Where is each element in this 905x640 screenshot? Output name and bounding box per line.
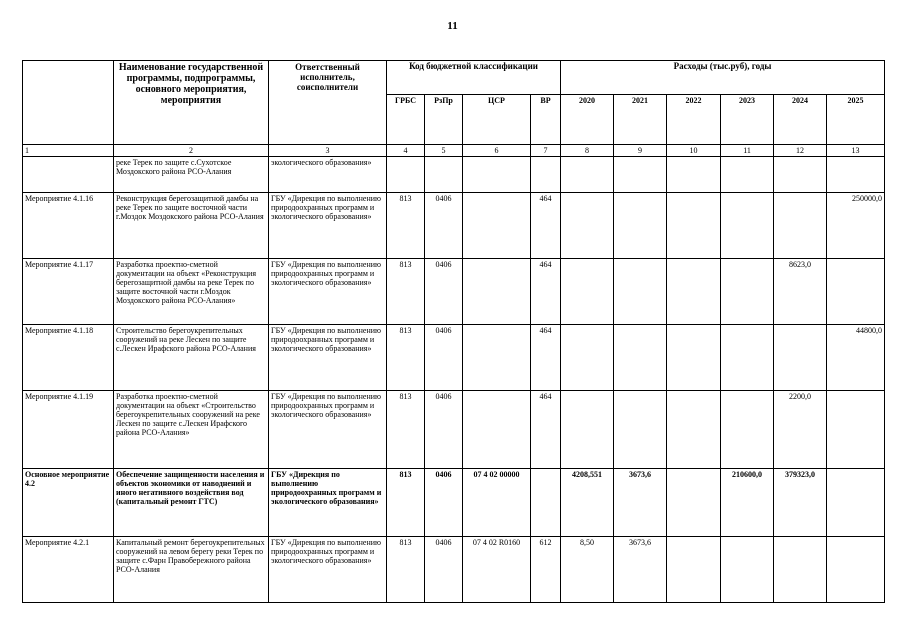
header-code-vr: ВР bbox=[531, 95, 561, 145]
row-grbs: 813 bbox=[387, 325, 425, 391]
column-number: 4 bbox=[387, 145, 425, 157]
row-value-2021 bbox=[614, 259, 667, 325]
row-value-2024: 379323,0 bbox=[774, 469, 827, 537]
column-number: 5 bbox=[425, 145, 463, 157]
row-value-2023 bbox=[721, 537, 774, 603]
column-number: 3 bbox=[269, 145, 387, 157]
row-responsible: экологического образования» bbox=[269, 157, 387, 193]
header-code-csr: ЦСР bbox=[463, 95, 531, 145]
table-row bbox=[23, 193, 885, 259]
row-value-2025 bbox=[827, 537, 885, 603]
row-vr bbox=[531, 157, 561, 193]
header-name: Наименование государственной программы, подпрограммы, основного мероприятия, мероприятия bbox=[114, 61, 269, 145]
row-value-2022 bbox=[667, 259, 721, 325]
row-value-2025 bbox=[827, 469, 885, 537]
row-value-2023: 210600,0 bbox=[721, 469, 774, 537]
row-value-2023 bbox=[721, 325, 774, 391]
column-number: 1 bbox=[23, 145, 114, 157]
column-number: 13 bbox=[827, 145, 885, 157]
row-grbs: 813 bbox=[387, 193, 425, 259]
row-value-2025: 250000,0 bbox=[827, 193, 885, 259]
row-value-2024: 2200,0 bbox=[774, 391, 827, 469]
table-row bbox=[23, 157, 885, 193]
row-vr bbox=[531, 469, 561, 537]
row-value-2020 bbox=[561, 259, 614, 325]
row-responsible: ГБУ «Дирекция по выполнению природоохранных программ и экологического образования» bbox=[269, 193, 387, 259]
row-value-2023 bbox=[721, 157, 774, 193]
table-row bbox=[23, 537, 885, 603]
row-grbs: 813 bbox=[387, 469, 425, 537]
row-label: Основное мероприятие 4.2 bbox=[23, 469, 114, 537]
row-responsible: ГБУ «Дирекция по выполнению природоохранных программ и экологического образования» bbox=[269, 469, 387, 537]
row-value-2024 bbox=[774, 157, 827, 193]
row-responsible: ГБУ «Дирекция по выполнению природоохранных программ и экологического образования» bbox=[269, 391, 387, 469]
row-value-2020 bbox=[561, 193, 614, 259]
header-year-2021: 2021 bbox=[614, 95, 667, 145]
row-value-2025 bbox=[827, 259, 885, 325]
row-value-2020 bbox=[561, 325, 614, 391]
row-rzpr: 0406 bbox=[425, 193, 463, 259]
row-vr: 464 bbox=[531, 325, 561, 391]
column-number: 11 bbox=[721, 145, 774, 157]
row-label: Мероприятие 4.1.17 bbox=[23, 259, 114, 325]
header-code-grbs: ГРБС bbox=[387, 95, 425, 145]
row-label: Мероприятие 4.1.16 bbox=[23, 193, 114, 259]
row-name: Реконструкция берегозащитной дамбы на реке Терек по защите восточной части г.Моздок Моздокского района РСО-Алания bbox=[114, 193, 269, 259]
row-name: Разработка проектно-сметной документации на объект «Строительство берегоукрепительных сооружений на реке Лескен по защите с.Лескен Ирафского района РСО-Алания» bbox=[114, 391, 269, 469]
header-budget-code: Код бюджетной классификации bbox=[387, 61, 561, 95]
row-csr: 07 4 02 R0160 bbox=[463, 537, 531, 603]
column-number: 10 bbox=[667, 145, 721, 157]
row-value-2020 bbox=[561, 157, 614, 193]
row-value-2022 bbox=[667, 391, 721, 469]
row-value-2022 bbox=[667, 325, 721, 391]
header-col1 bbox=[23, 61, 114, 145]
row-vr: 464 bbox=[531, 193, 561, 259]
row-value-2022 bbox=[667, 469, 721, 537]
row-value-2022 bbox=[667, 193, 721, 259]
header-row-1 bbox=[23, 61, 885, 95]
budget-table bbox=[22, 60, 885, 603]
row-value-2024 bbox=[774, 537, 827, 603]
row-grbs bbox=[387, 157, 425, 193]
column-number: 8 bbox=[561, 145, 614, 157]
row-label: Мероприятие 4.1.19 bbox=[23, 391, 114, 469]
row-rzpr: 0406 bbox=[425, 469, 463, 537]
column-number: 7 bbox=[531, 145, 561, 157]
column-number: 12 bbox=[774, 145, 827, 157]
row-vr: 464 bbox=[531, 391, 561, 469]
row-value-2023 bbox=[721, 259, 774, 325]
row-csr bbox=[463, 391, 531, 469]
row-label: Мероприятие 4.2.1 bbox=[23, 537, 114, 603]
row-name: Разработка проектно-сметной документации на объект «Реконструкция берегозащитной дамбы на реке Терек по защите восточной части г.Моздок Моздокского района РСО-Алания» bbox=[114, 259, 269, 325]
row-responsible: ГБУ «Дирекция по выполнению природоохранных программ и экологического образования» bbox=[269, 259, 387, 325]
row-csr bbox=[463, 193, 531, 259]
row-csr: 07 4 02 00000 bbox=[463, 469, 531, 537]
row-rzpr: 0406 bbox=[425, 325, 463, 391]
header-responsible: Ответственный исполнитель, соисполнители bbox=[269, 61, 387, 145]
row-grbs: 813 bbox=[387, 391, 425, 469]
table-row bbox=[23, 325, 885, 391]
row-value-2022 bbox=[667, 157, 721, 193]
header-year-2023: 2023 bbox=[721, 95, 774, 145]
row-value-2021: 3673,6 bbox=[614, 469, 667, 537]
row-grbs: 813 bbox=[387, 259, 425, 325]
row-vr: 612 bbox=[531, 537, 561, 603]
row-csr bbox=[463, 325, 531, 391]
row-value-2020: 8,50 bbox=[561, 537, 614, 603]
header-year-2024: 2024 bbox=[774, 95, 827, 145]
table-row bbox=[23, 259, 885, 325]
row-value-2020 bbox=[561, 391, 614, 469]
header-year-2022: 2022 bbox=[667, 95, 721, 145]
row-value-2025: 44800,0 bbox=[827, 325, 885, 391]
column-number: 2 bbox=[114, 145, 269, 157]
table-row bbox=[23, 391, 885, 469]
row-grbs: 813 bbox=[387, 537, 425, 603]
row-responsible: ГБУ «Дирекция по выполнению природоохранных программ и экологического образования» bbox=[269, 325, 387, 391]
column-number-row bbox=[23, 145, 885, 157]
row-rzpr: 0406 bbox=[425, 259, 463, 325]
row-value-2024 bbox=[774, 193, 827, 259]
row-csr bbox=[463, 259, 531, 325]
row-rzpr: 0406 bbox=[425, 537, 463, 603]
row-value-2021: 3673,6 bbox=[614, 537, 667, 603]
column-number: 6 bbox=[463, 145, 531, 157]
header-year-2020: 2020 bbox=[561, 95, 614, 145]
row-value-2021 bbox=[614, 157, 667, 193]
row-label: Мероприятие 4.1.18 bbox=[23, 325, 114, 391]
row-value-2023 bbox=[721, 391, 774, 469]
row-value-2021 bbox=[614, 193, 667, 259]
row-value-2024: 8623,0 bbox=[774, 259, 827, 325]
row-value-2021 bbox=[614, 325, 667, 391]
row-value-2020: 4208,551 bbox=[561, 469, 614, 537]
row-rzpr: 0406 bbox=[425, 391, 463, 469]
row-value-2022 bbox=[667, 537, 721, 603]
row-name: реке Терек по защите с.Сухотское Моздокского района РСО-Алания bbox=[114, 157, 269, 193]
row-value-2021 bbox=[614, 391, 667, 469]
row-rzpr bbox=[425, 157, 463, 193]
row-name: Обеспечение защищенности населения и объектов экономики от наводнений и иного негативного воздействия вод (капитальный ремонт ГТС) bbox=[114, 469, 269, 537]
table-row bbox=[23, 469, 885, 537]
row-value-2024 bbox=[774, 325, 827, 391]
row-label bbox=[23, 157, 114, 193]
row-csr bbox=[463, 157, 531, 193]
header-code-rzpr: РзПр bbox=[425, 95, 463, 145]
row-value-2023 bbox=[721, 193, 774, 259]
column-number: 9 bbox=[614, 145, 667, 157]
row-vr: 464 bbox=[531, 259, 561, 325]
row-responsible: ГБУ «Дирекция по выполнению природоохранных программ и экологического образования» bbox=[269, 537, 387, 603]
page-number: 11 bbox=[447, 20, 458, 32]
header-expenses: Расходы (тыс.руб), годы bbox=[561, 61, 885, 95]
row-name: Капитальный ремонт берегоукрепительных сооружений на левом берегу реки Терек по защите с.Фарн Правобережного района РСО-Алания bbox=[114, 537, 269, 603]
row-name: Строительство берегоукрепительных сооружений на реке Лескен по защите с.Лескен Ирафского района РСО-Алания bbox=[114, 325, 269, 391]
header-year-2025: 2025 bbox=[827, 95, 885, 145]
row-value-2025 bbox=[827, 391, 885, 469]
row-value-2025 bbox=[827, 157, 885, 193]
